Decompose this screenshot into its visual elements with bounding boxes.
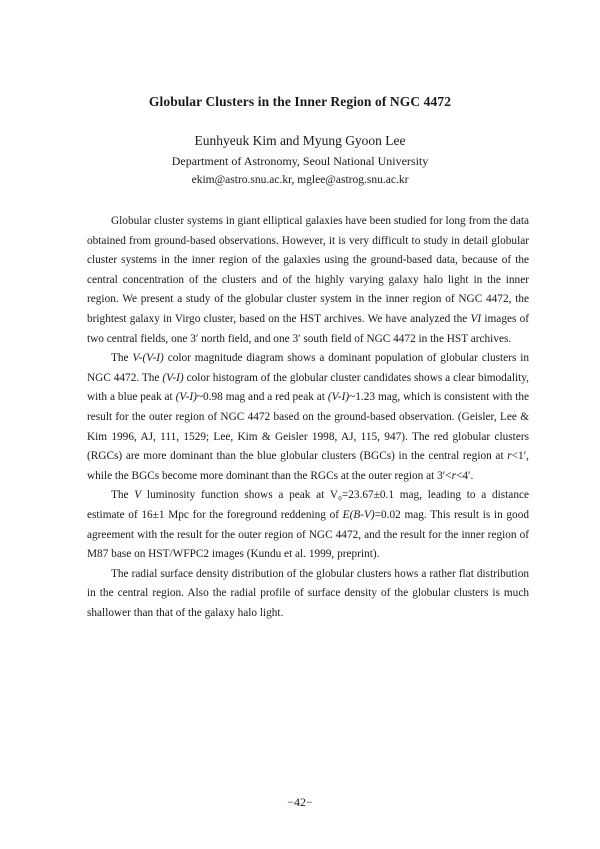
paper-authors: Eunhyeuk Kim and Myung Gyoon Lee (194, 133, 406, 148)
text-run: <1′, while the BGCs become more dominant than the RGCs at the outer region at 3′< (87, 450, 529, 482)
page-number: −42− (287, 795, 313, 809)
paper-body (87, 212, 529, 623)
text-run: The (111, 352, 133, 365)
text-run: The (111, 489, 135, 502)
body-paragraph (87, 565, 529, 624)
italic-run: VI (470, 312, 482, 325)
paper-affiliation: Department of Astronomy, Seoul National University (171, 154, 429, 168)
italic-run: r (451, 469, 457, 482)
italic-run: E(B-V) (342, 508, 375, 521)
text-run: color histogram of the globular cluster candidates shows a clear bimodality, with a blue peak at (87, 371, 529, 404)
body-paragraph (87, 349, 529, 486)
italic-run: (V-I) (162, 371, 184, 384)
text-run: The radial surface density distribution of the globular clusters hows a rather flat distribution in the central region. Also the radial profile of surface density of the globular clusters is much shallower than that of the galaxy halo light. (87, 567, 529, 619)
body-paragraph (87, 212, 529, 349)
text-run: luminosity function shows a peak at V₀=23.67±0.1 mag, leading to a distance estimate of 16±1 Mpc for the foreground reddening of (87, 489, 529, 521)
text-run: <4′. (456, 469, 474, 482)
text-run: images of two central fields, one 3′ north field, and one 3′ south field of NGC 4472 in the HST archives. (87, 312, 529, 345)
italic-run: (V-I) (175, 391, 197, 404)
italic-run: V (134, 489, 142, 502)
italic-run: r (507, 450, 512, 463)
text-run: color magnitude diagram shows a dominant population of globular clusters in NGC 4472. The (87, 352, 530, 384)
body-paragraph (87, 486, 529, 564)
paper-title: Globular Clusters in the Inner Region of NGC 4472 (148, 94, 452, 109)
italic-run: V-(V-I) (132, 352, 164, 365)
text-run: ~0.98 mag and a red peak at (196, 391, 328, 404)
paper-emails: ekim@astro.snu.ac.kr, mglee@astrog.snu.ac.kr (191, 174, 409, 186)
text-run: =0.02 mag. This result is in good agreement with the result for the outer region of NGC 4472, and the result for the inner region of M87 base on HST/WFPC2 images (Kundu et al. 1999, preprint). (87, 508, 529, 561)
italic-run: (V-I) (327, 391, 350, 404)
text-run: Globular cluster systems in giant elliptical galaxies have been studied for long from the data obtained from ground-based observations. However, it is very difficult to study in detail globular cluster systems in the inner region of the galaxies using the ground-based data, because of the central concentration of the clusters and of the highly varying galaxy halo light in the inner region. We present a study of the globular cluster system in the inner region of NGC 4472, the brightest galaxy in Virgo cluster, based on the HST archives. We have analyzed the (87, 215, 529, 325)
text-run: ~1.23 mag, which is consistent with the result for the outer region of NGC 4472 based on the ground-based observation. (Geisler, Lee & Kim 1996, AJ, 111, 1529; Lee, Kim & Geisler 1998, AJ, 115, 947). The red globular clusters (RGCs) are more dominant than the blue globular clusters (BGCs) in the central region at (87, 391, 529, 463)
